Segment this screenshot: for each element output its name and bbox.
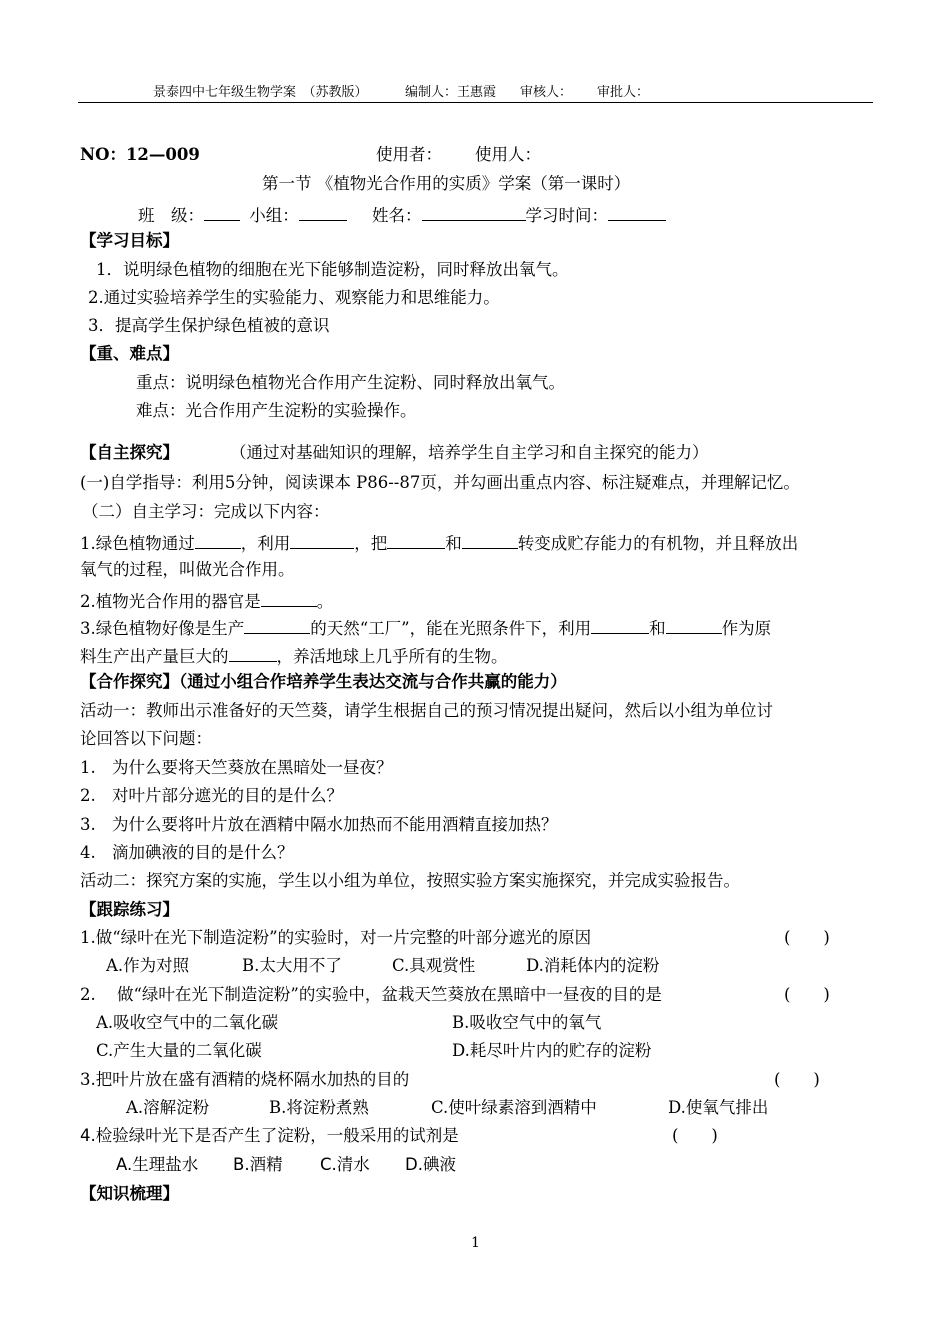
practice-q1-option-a[interactable]: A.作为对照 bbox=[106, 956, 190, 975]
group-label: 小组： bbox=[249, 206, 299, 225]
coop-question-num: 3. bbox=[80, 815, 96, 834]
coop-heading: 【合作探究】（通过小组合作培养学生表达交流与合作共赢的能力） bbox=[80, 672, 567, 691]
self-explore-note: （通过对基础知识的理解，培养学生自主学习和自主探究的能力） bbox=[230, 443, 709, 462]
fill-question-3 bbox=[80, 618, 771, 638]
page-number: 1 bbox=[471, 1235, 480, 1251]
practice-q3-option-b[interactable]: B.将淀粉煮熟 bbox=[269, 1098, 369, 1117]
q2-text-b: 。 bbox=[316, 592, 334, 611]
practice-q2-answer[interactable]: ( ) bbox=[784, 985, 830, 1004]
q1-blank-3[interactable] bbox=[387, 533, 445, 549]
practice-q2-stem: 做“绿叶在光下制造淀粉”的实验中，盆栽天竺葵放在黑暗中一昼夜的目的是 bbox=[117, 985, 662, 1004]
q3-blank-4[interactable] bbox=[229, 646, 277, 662]
practice-q2-num: 2. bbox=[80, 985, 96, 1004]
q3-blank-2[interactable] bbox=[591, 618, 649, 634]
practice-q1-option-c[interactable]: C.具观赏性 bbox=[392, 956, 476, 975]
practice-q2-option-a[interactable]: A.吸收空气中的二氧化碳 bbox=[96, 1013, 279, 1032]
practice-q3-option-c[interactable]: C.使叶绿素溶到酒精中 bbox=[431, 1098, 597, 1117]
class-blank[interactable] bbox=[204, 205, 240, 221]
q2-blank-1[interactable] bbox=[261, 591, 317, 607]
practice-q2-option-c[interactable]: C.产生大量的二氧化碳 bbox=[96, 1041, 262, 1060]
q3-text-e: 料生产出产量巨大的 bbox=[80, 647, 229, 666]
practice-q1-option-b[interactable]: B.太大用不了 bbox=[242, 956, 342, 975]
header-editor: 编制人：王惠霞 bbox=[405, 85, 497, 100]
practice-q3-option-a[interactable]: A.溶解淀粉 bbox=[126, 1098, 210, 1117]
practice-q1-stem: 1.做“绿叶在光下制造淀粉”的实验时，对一片完整的叶部分遮光的原因 bbox=[80, 928, 592, 947]
coop-question bbox=[80, 845, 294, 862]
coop-question-num: 2. bbox=[80, 786, 96, 805]
q3-text-b: 的天然“工厂”，能在光照条件下，利用 bbox=[310, 619, 592, 638]
activity-1: 活动一：教师出示准备好的天竺葵，请学生根据自己的预习情况提出疑问，然后以小组为单位讨 bbox=[80, 701, 773, 720]
activity-2: 活动二：探究方案的实施，学生以小组为单位，按照实验方案实施探究，并完成实验报告。 bbox=[80, 871, 740, 890]
info-line bbox=[138, 205, 666, 225]
q1-blank-2[interactable] bbox=[290, 533, 354, 549]
group-blank[interactable] bbox=[299, 205, 347, 221]
class-label: 班 级： bbox=[138, 206, 204, 225]
fill-question-1 bbox=[80, 533, 798, 553]
q3-text-c: 和 bbox=[649, 619, 666, 638]
practice-q4-stem: 4.检验绿叶光下是否产生了淀粉，一般采用的试剂是 bbox=[80, 1126, 459, 1145]
name-label: 姓名： bbox=[372, 206, 422, 225]
q1-text-e: 转变成贮存能力的有机物，并且释放出 bbox=[517, 534, 799, 553]
doc-number: NO：12—009 bbox=[80, 145, 200, 164]
header-school: 景泰四中七年级生物学案 （苏教版） bbox=[153, 85, 368, 100]
q3-blank-1[interactable] bbox=[244, 618, 310, 634]
keypoints-heading: 【重、难点】 bbox=[80, 344, 179, 363]
coop-question-text: 滴加碘液的目的是什么？ bbox=[112, 843, 294, 862]
user-label-1: 使用者： bbox=[376, 145, 442, 164]
q1-text-a: 1.绿色植物通过 bbox=[80, 534, 195, 553]
practice-q4-option-b[interactable]: B.酒精 bbox=[233, 1155, 283, 1174]
q1-text-c: ，把 bbox=[354, 534, 388, 553]
q1-text-d: 和 bbox=[445, 534, 462, 553]
self-study-guide: (一)自学指导：利用5分钟，阅读课本 P86--87页，并勾画出重点内容、标注疑难点，并理解记忆。 bbox=[80, 473, 800, 492]
header-rule bbox=[78, 102, 873, 103]
practice-q4-option-a[interactable]: A.生理盐水 bbox=[116, 1155, 199, 1174]
difficult-point: 难点：光合作用产生淀粉的实验操作。 bbox=[136, 401, 417, 420]
header-reviewer: 审核人： bbox=[520, 85, 573, 100]
coop-question-text: 为什么要将叶片放在酒精中隔水加热而不能用酒精直接加热？ bbox=[112, 815, 558, 834]
q3-text-a: 3.绿色植物好像是生产 bbox=[80, 619, 245, 638]
practice-q1-answer[interactable]: ( ) bbox=[784, 928, 830, 947]
q3-text-f: ，养活地球上几乎所有的生物。 bbox=[276, 647, 508, 666]
goal-item: 2.通过实验培养学生的实验能力、观察能力和思维能力。 bbox=[88, 288, 500, 307]
coop-question-num: 4. bbox=[80, 843, 96, 862]
time-label: 学习时间： bbox=[525, 206, 608, 225]
key-point: 重点：说明绿色植物光合作用产生淀粉、同时释放出氧气。 bbox=[136, 373, 565, 392]
fill-question-1-cont: 氧气的过程，叫做光合作用。 bbox=[80, 560, 295, 579]
coop-question bbox=[80, 760, 393, 777]
page-title: 第一节 《植物光合作用的实质》学案（第一课时） bbox=[262, 174, 631, 193]
practice-q3-option-d[interactable]: D.使氧气排出 bbox=[668, 1098, 769, 1117]
practice-q4-answer[interactable]: ( ) bbox=[672, 1126, 718, 1145]
q2-text-a: 2.植物光合作用的器官是 bbox=[80, 592, 261, 611]
summary-heading: 【知识梳理】 bbox=[80, 1184, 179, 1203]
header-approver: 审批人： bbox=[597, 85, 650, 100]
coop-question bbox=[80, 788, 343, 805]
practice-q2-option-d[interactable]: D.耗尽叶片内的贮存的淀粉 bbox=[452, 1041, 652, 1060]
q3-text-d: 作为原 bbox=[721, 619, 772, 638]
practice-q1-option-d[interactable]: D.消耗体内的淀粉 bbox=[526, 956, 660, 975]
coop-question-num: 1. bbox=[80, 758, 96, 777]
practice-q2-option-b[interactable]: B.吸收空气中的氧气 bbox=[452, 1013, 602, 1032]
user-label-2: 使用人： bbox=[475, 145, 541, 164]
goal-item: 1．说明绿色植物的细胞在光下能够制造淀粉，同时释放出氧气。 bbox=[96, 260, 569, 279]
activity-1-cont: 论回答以下问题： bbox=[80, 729, 212, 748]
coop-question-text: 对叶片部分遮光的目的是什么？ bbox=[112, 786, 343, 805]
q1-text-b: ，利用 bbox=[240, 534, 291, 553]
practice-heading: 【跟踪练习】 bbox=[80, 900, 179, 919]
practice-q4-option-d[interactable]: D.碘液 bbox=[405, 1155, 456, 1174]
q1-blank-1[interactable] bbox=[195, 533, 241, 549]
fill-question-3-cont bbox=[80, 646, 508, 666]
time-blank[interactable] bbox=[608, 205, 666, 221]
practice-q3-answer[interactable]: ( ) bbox=[774, 1070, 820, 1089]
fill-question-2 bbox=[80, 591, 333, 611]
q3-blank-3[interactable] bbox=[666, 618, 722, 634]
practice-q4-option-c[interactable]: C.清水 bbox=[320, 1155, 370, 1174]
goal-item: 3．提高学生保护绿色植被的意识 bbox=[88, 316, 330, 335]
practice-q3-stem: 3.把叶片放在盛有酒精的烧杯隔水加热的目的 bbox=[80, 1070, 410, 1089]
coop-question bbox=[80, 817, 558, 834]
name-blank[interactable] bbox=[422, 205, 526, 221]
self-study-sub: （二）自主学习：完成以下内容： bbox=[82, 502, 330, 521]
coop-question-text: 为什么要将天竺葵放在黑暗处一昼夜？ bbox=[112, 758, 393, 777]
q1-blank-4[interactable] bbox=[462, 533, 518, 549]
goals-heading: 【学习目标】 bbox=[80, 231, 179, 250]
self-explore-heading: 【自主探究】 bbox=[80, 443, 179, 462]
